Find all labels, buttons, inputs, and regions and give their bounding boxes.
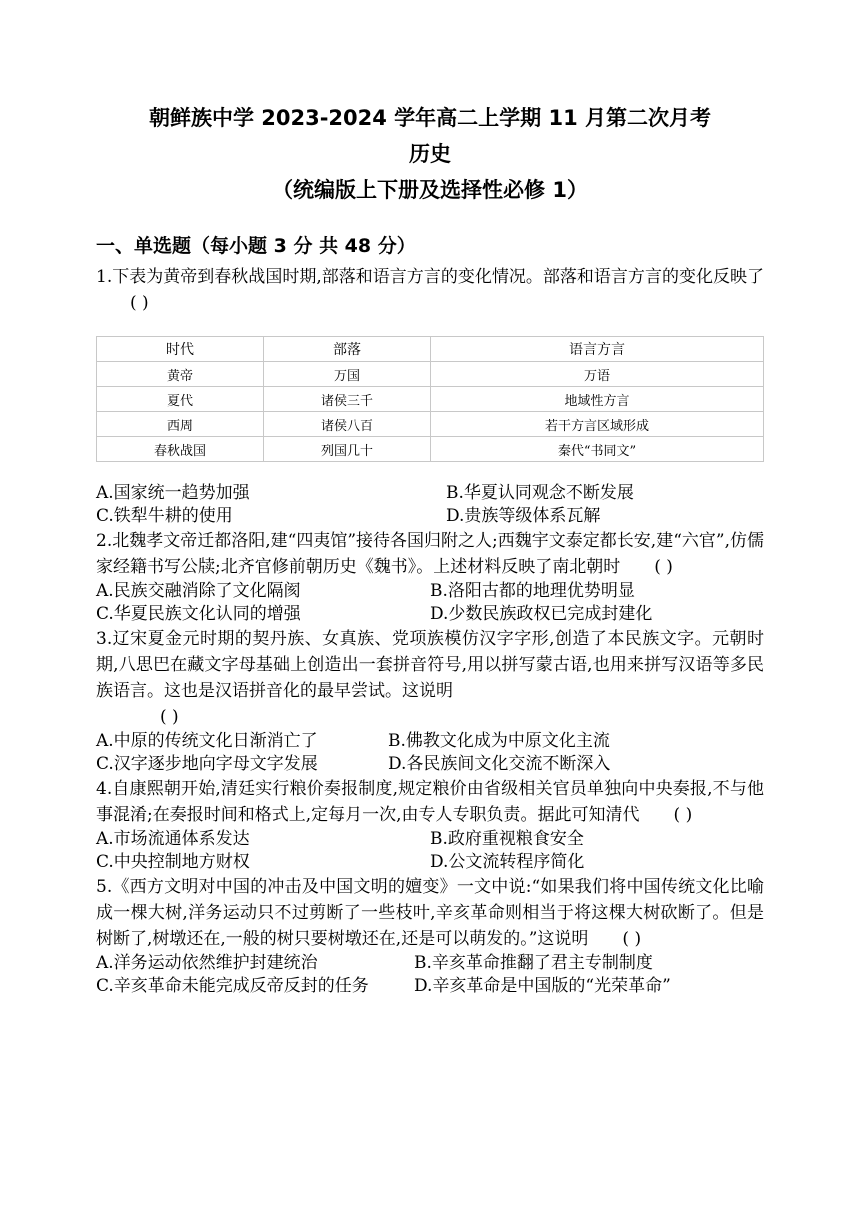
table-row <box>97 387 764 412</box>
option-a[interactable]: A.民族交融消除了文化隔阂 <box>96 581 301 601</box>
question-4 <box>96 776 764 874</box>
table-cell: 夏代 <box>97 387 264 412</box>
question-2 <box>96 528 764 626</box>
table-header: 语言方言 <box>430 337 763 362</box>
table-cell: 列国几十 <box>263 437 430 462</box>
table-cell: 春秋战国 <box>97 437 264 462</box>
exam-subject: 历史 <box>409 142 451 166</box>
exam-title: 朝鲜族中学 2023-2024 学年高二上学期 11 月第二次月考 <box>148 106 712 130</box>
table-cell: 若干方言区域形成 <box>430 412 763 437</box>
table-cell: 诸侯三千 <box>263 387 430 412</box>
question-5-stem: 5.《西方文明对中国的冲击及中国文明的嬗变》一文中说:“如果我们将中国传统文化比喻成一棵大树,洋务运动只不过剪断了一些枝叶,辛亥革命则相当于将这棵大树砍断了。但是树断了,树墩还在,一般的树只要树墩还在,还是可以萌发的。”这说明 <box>96 877 764 949</box>
option-d[interactable]: D.少数民族政权已完成封建化 <box>430 604 653 624</box>
table-cell: 地域性方言 <box>430 387 763 412</box>
question-stem <box>96 528 764 580</box>
answer-paren: ( ) <box>130 293 149 313</box>
option-d[interactable]: D.贵族等级体系瓦解 <box>446 506 601 526</box>
section-heading: 一、单选题（每小题 3 分 共 48 分） <box>96 235 416 257</box>
exam-edition: （统编版上下册及选择性必修 1） <box>272 178 588 202</box>
exam-header <box>0 100 860 208</box>
table-header-row <box>97 337 764 362</box>
option-b[interactable]: B.辛亥革命推翻了君主专制制度 <box>414 953 653 973</box>
option-d[interactable]: D.各民族间文化交流不断深入 <box>388 754 611 774</box>
options <box>96 482 764 528</box>
option-b[interactable]: B.政府重视粮食安全 <box>430 829 584 849</box>
option-c[interactable]: C.辛亥革命未能完成反帝反封的任务 <box>96 976 369 996</box>
question-3-stem: 3.辽宋夏金元时期的契丹族、女真族、党项族模仿汉字字形,创造了本民族文字。元朝时期,八思巴在藏文字母基础上创造出一套拼音符号,用以拼写蒙古语,也用来拼写汉语等多民族语言。这也是汉语拼音化的最早尝试。这说明 <box>96 629 764 701</box>
question-stem <box>96 264 764 316</box>
question-1 <box>96 264 764 528</box>
table-cell: 西周 <box>97 412 264 437</box>
table-header: 部落 <box>263 337 430 362</box>
table-cell: 诸侯八百 <box>263 412 430 437</box>
option-a[interactable]: A.市场流通体系发达 <box>96 829 250 849</box>
question-stem <box>96 626 764 730</box>
options <box>96 580 764 626</box>
option-d[interactable]: D.公文流转程序简化 <box>430 852 585 872</box>
options <box>96 730 764 776</box>
table-row <box>97 362 764 387</box>
table-cell: 万国 <box>263 362 430 387</box>
table-cell: 黄帝 <box>97 362 264 387</box>
options <box>96 828 764 874</box>
option-a[interactable]: A.洋务运动依然维护封建统治 <box>96 953 318 973</box>
table-cell: 秦代“书同文” <box>430 437 763 462</box>
option-c[interactable]: C.中央控制地方财权 <box>96 852 250 872</box>
option-a[interactable]: A.中原的传统文化日渐消亡了 <box>96 731 318 751</box>
answer-paren: ( ) <box>654 557 673 577</box>
table-row <box>97 437 764 462</box>
question-5 <box>96 874 764 998</box>
option-a[interactable]: A.国家统一趋势加强 <box>96 483 250 503</box>
data-table-wrap <box>96 336 764 462</box>
option-d[interactable]: D.辛亥革命是中国版的“光荣革命” <box>414 976 671 996</box>
question-4-stem: 4.自康熙朝开始,清廷实行粮价奏报制度,规定粮价由省级相关官员单独向中央奏报,不与他事混淆;在奏报时间和格式上,定每月一次,由专人专职负责。据此可知清代 <box>96 779 764 825</box>
option-b[interactable]: B.洛阳古都的地理优势明显 <box>430 581 635 601</box>
options <box>96 952 764 998</box>
table-header: 时代 <box>97 337 264 362</box>
answer-paren: ( ) <box>622 929 642 949</box>
question-2-stem: 2.北魏孝文帝迁都洛阳,建“四夷馆”接待各国归附之人;西魏宇文泰定都长安,建“六官”,仿儒家经籍书写公牍;北齐官修前朝历史《魏书》。上述材料反映了南北朝时 <box>96 531 764 577</box>
answer-paren: ( ) <box>673 805 693 825</box>
question-3 <box>96 626 764 776</box>
question-list <box>96 264 764 998</box>
tribe-dialect-table <box>96 336 764 462</box>
question-stem <box>96 776 764 828</box>
option-c[interactable]: C.华夏民族文化认同的增强 <box>96 604 301 624</box>
option-b[interactable]: B.华夏认同观念不断发展 <box>446 483 634 503</box>
option-c[interactable]: C.汉字逐步地向字母文字发展 <box>96 754 318 774</box>
question-1-stem: 1.下表为黄帝到春秋战国时期,部落和语言方言的变化情况。部落和语言方言的变化反映了 <box>96 267 764 287</box>
answer-paren: ( ) <box>160 707 179 727</box>
option-b[interactable]: B.佛教文化成为中原文化主流 <box>388 731 610 751</box>
question-stem <box>96 874 764 952</box>
table-cell: 万语 <box>430 362 763 387</box>
table-row <box>97 412 764 437</box>
option-c[interactable]: C.铁犁牛耕的使用 <box>96 506 233 526</box>
